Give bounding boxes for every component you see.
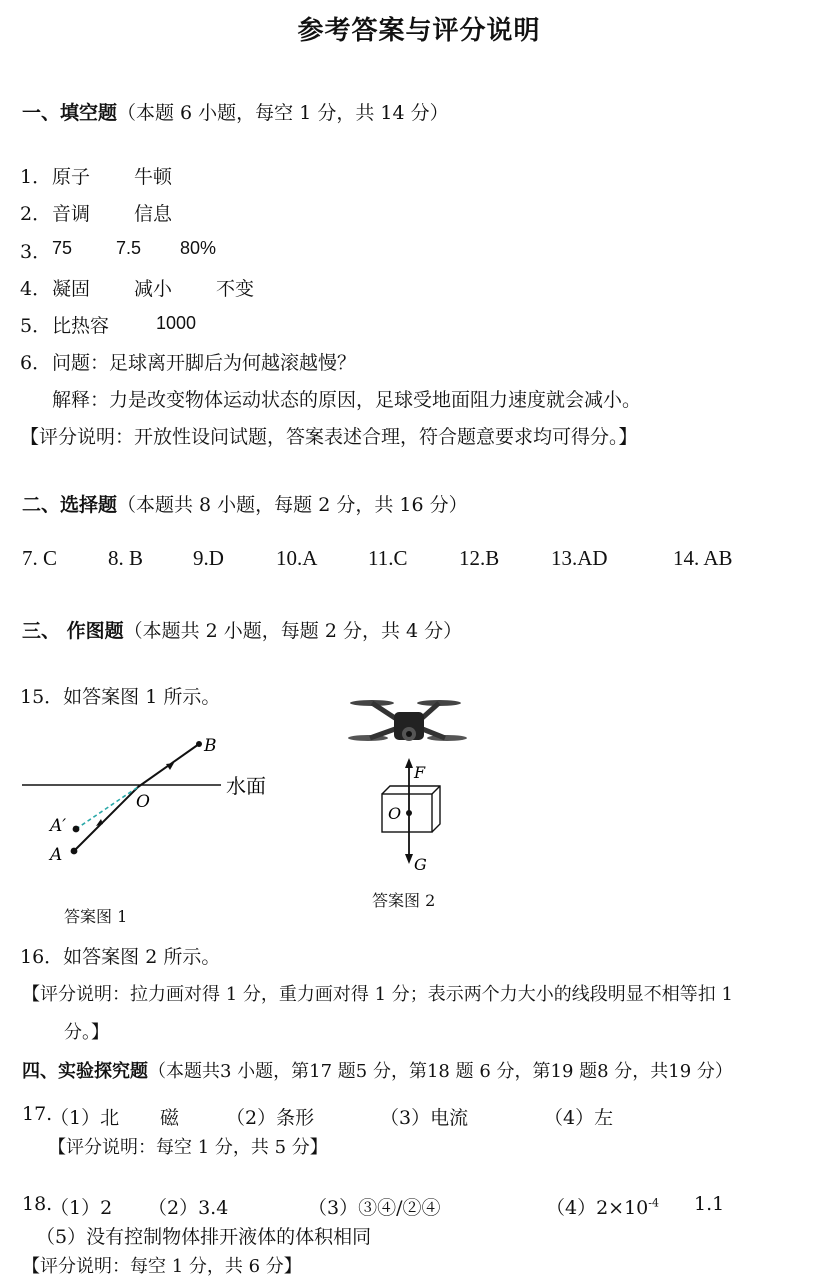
section3-heading [22, 616, 462, 643]
q17-number: 17. [22, 1103, 53, 1125]
q6-number: 6． [20, 352, 52, 374]
drone-force-figure [340, 692, 490, 882]
section1-scoring-note: 【评分说明：开放性设问试题，答案表述合理，符合题意要求均可得分。】 [20, 426, 638, 448]
box-center-point [406, 810, 412, 816]
label-a: A [50, 845, 63, 865]
q5-answer-a: 比热容 [52, 315, 110, 337]
q4-answer-b: 减小 [134, 278, 173, 300]
point-b [196, 741, 202, 747]
choice-answer-9: 9.D [193, 546, 224, 570]
q17-scoring-note: 【评分说明：每空 1 分，共 5 分】 [48, 1137, 328, 1158]
q3-number: 3． [20, 241, 52, 263]
q18-part1: （1）2 [50, 1197, 113, 1219]
virtual-ray-dashed [76, 787, 138, 829]
section4-subtitle: （本题共3 小题，第17 题5 分，第18 题 6 分，第19 题8 分，共19 分） [148, 1061, 733, 1082]
q18-part4-exponent: -4 [648, 1196, 659, 1210]
section4-title: 四、实验探究题 [22, 1061, 148, 1082]
label-a-prime: A′ [50, 816, 67, 836]
section1-subtitle: （本题 6 小题，每空 1 分，共 14 分） [117, 102, 449, 124]
section4-heading [22, 1057, 733, 1083]
q17-part1-b: 磁 [160, 1107, 180, 1129]
q4-number: 4． [20, 278, 52, 300]
q1-answer-b: 牛顿 [134, 166, 173, 188]
label-water-surface: 水面 [226, 774, 266, 798]
force-g-arrowhead [405, 854, 413, 864]
q6-question: 问题：足球离开脚后为何越滚越慢？ [52, 352, 357, 374]
section3-scoring-note-line1: 【评分说明：拉力画对得 1 分，重力画对得 1 分；表示两个力大小的线段明显不相等扣 1 [22, 984, 733, 1005]
q1-answer-a: 原子 [52, 166, 91, 188]
section3-subtitle: （本题共 2 小题，每题 2 分，共 4 分） [123, 620, 463, 642]
choice-answer-10: 10.A [276, 546, 318, 570]
drone-image [348, 700, 467, 741]
incident-ray [74, 787, 138, 851]
q4-answer-c: 不变 [216, 278, 255, 300]
section3-scoring-note-line2: 分。】 [64, 1022, 109, 1043]
q2-answer-b: 信息 [134, 203, 173, 225]
label-b: B [204, 736, 217, 756]
q18-part4-b: 1.1 [694, 1193, 725, 1215]
choice-answer-8: 8. B [108, 546, 144, 570]
q18-part4 [546, 1193, 659, 1220]
incident-arrowhead [96, 819, 103, 826]
section3-title: 三、 作图题 [22, 620, 124, 642]
section1-heading [22, 98, 449, 125]
q18-part2: （2）3.4 [148, 1197, 229, 1219]
q2-number: 2． [20, 203, 52, 225]
q4-answer-a: 凝固 [52, 278, 91, 300]
q3-answer-c: 80% [180, 238, 217, 258]
q17-part1: （1）北 [50, 1107, 120, 1129]
q3-answer-a: 75 [52, 238, 73, 258]
page-title: 参考答案与评分说明 [297, 16, 541, 46]
label-o: O [136, 792, 150, 812]
point-a [71, 848, 78, 855]
q3-answer-b: 7.5 [116, 238, 142, 258]
force-f-arrowhead [405, 758, 413, 768]
q18-part5: （5）没有控制物体排开液体的体积相同 [36, 1226, 372, 1248]
q18-part3: （3）③④/②④ [308, 1197, 441, 1219]
point-a-prime [73, 826, 80, 833]
section2-title: 二、选择题 [22, 494, 118, 516]
label-g: G [414, 855, 427, 874]
q1-number: 1． [20, 166, 52, 188]
q2-answer-a: 音调 [52, 203, 91, 225]
section1-title: 一、填空题 [22, 102, 118, 124]
choice-answer-14: 14. AB [673, 546, 733, 570]
figure2-caption: 答案图 2 [372, 891, 436, 910]
refraction-figure [18, 728, 290, 868]
q18-scoring-note: 【评分说明：每空 1 分，共 6 分】 [22, 1256, 302, 1277]
figure1-caption: 答案图 1 [64, 907, 128, 926]
q5-number: 5． [20, 315, 52, 337]
q17-part2: （2）条形 [226, 1107, 315, 1129]
q16-text: 16．如答案图 2 所示。 [20, 946, 221, 968]
choice-answer-7: 7. C [22, 546, 58, 570]
q17-part4: （4）左 [544, 1107, 614, 1129]
label-f: F [414, 763, 426, 782]
q18-number: 18. [22, 1193, 53, 1215]
choice-answer-12: 12.B [459, 546, 500, 570]
q18-part4-base: （4）2×10 [546, 1197, 649, 1219]
choice-answer-11: 11.C [368, 546, 408, 570]
q6-explanation: 解释：力是改变物体运动状态的原因，足球受地面阻力速度就会减小。 [52, 389, 642, 411]
choice-answer-13: 13.AD [551, 546, 608, 570]
q5-answer-b: 1000 [156, 313, 197, 333]
q17-part3: （3）电流 [380, 1107, 469, 1129]
label-box-o: O [388, 804, 402, 823]
q15-text: 15．如答案图 1 所示。 [20, 686, 221, 708]
section2-heading [22, 490, 468, 517]
section2-subtitle: （本题共 8 小题，每题 2 分，共 16 分） [117, 494, 468, 516]
